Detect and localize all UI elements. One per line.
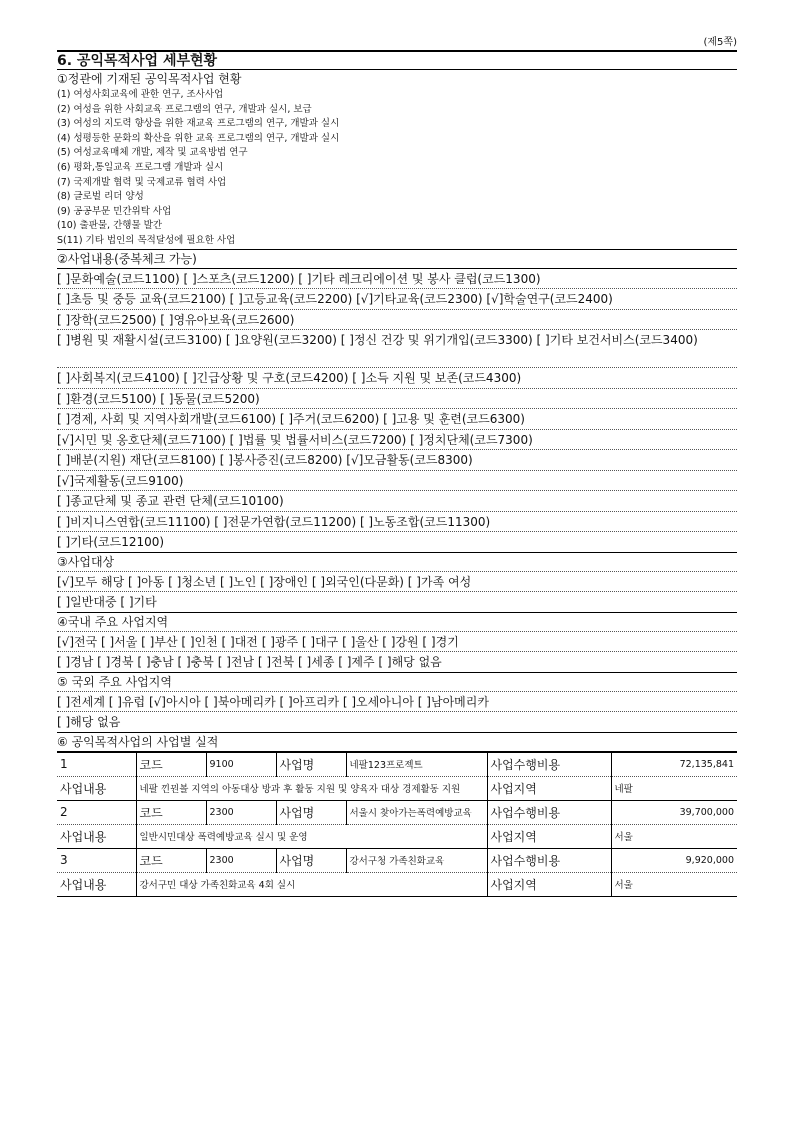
purpose-item: (7) 국제개발 협력 및 국제교류 협력 사업 — [57, 176, 227, 188]
project-no: 1 — [57, 752, 136, 776]
region-value: 서울 — [611, 824, 737, 848]
content-label: 사업내용 — [57, 776, 136, 800]
content-value: 네팔 낀꿘볼 지역의 아동대상 방과 후 활동 지원 및 양육자 대상 경제활동 지원 — [136, 776, 487, 800]
business-row: [ ]장학(코드2500) [ ]영유아보육(코드2600) — [57, 310, 737, 331]
table-row — [57, 824, 737, 848]
overseas-heading: ⑤ 국외 주요 사업지역 — [57, 673, 737, 692]
cost-value: 9,920,000 — [611, 848, 737, 872]
name-value: 서울시 찾아가는폭력예방교육 — [346, 800, 487, 824]
purpose-item: (4) 성평등한 문화의 확산을 위한 교육 프로그램의 연구, 개발과 실시 — [57, 132, 340, 144]
domestic-heading: ④국내 주요 사업지역 — [57, 613, 737, 632]
cost-value: 39,700,000 — [611, 800, 737, 824]
content-value: 일반시민대상 폭력예방교육 실시 및 운영 — [136, 824, 487, 848]
code-label: 코드 — [136, 848, 206, 872]
region-label: 사업지역 — [487, 872, 611, 896]
region-value: 네팔 — [611, 776, 737, 800]
business-row: [ ]병원 및 재활시설(코드3100) [ ]요양원(코드3200) [ ]정신 건강 및 위기개입(코드3300) [ ]기타 보건서비스(코드3400) — [57, 330, 737, 368]
business-row: [ ]기타(코드12100) — [57, 532, 737, 553]
name-value: 네팔123프로젝트 — [346, 752, 487, 776]
business-row: [ ]사회복지(코드4100) [ ]긴급상황 및 구호(코드4200) [ ]소득 지원 및 보존(코드4300) — [57, 368, 737, 389]
table-row — [57, 872, 737, 896]
purpose-item: (9) 공공부문 민간위탁 사업 — [57, 205, 172, 217]
code-label: 코드 — [136, 800, 206, 824]
region-label: 사업지역 — [487, 824, 611, 848]
performance-table — [57, 752, 737, 897]
content-value: 강서구민 대상 가족친화교육 4회 실시 — [136, 872, 487, 896]
document-page — [57, 36, 737, 897]
content-label: 사업내용 — [57, 872, 136, 896]
business-row: [ ]문화예술(코드1100) [ ]스포츠(코드1200) [ ]기타 레크리에이션 및 봉사 클럽(코드1300) — [57, 269, 737, 290]
business-row: [ ]비지니스연합(코드11100) [ ]전문가연합(코드11200) [ ]노동조합(코드11300) — [57, 512, 737, 533]
region-value: 서울 — [611, 872, 737, 896]
cost-label: 사업수행비용 — [487, 752, 611, 776]
domestic-row: [ ]경남 [ ]경북 [ ]충남 [ ]충북 [ ]전남 [ ]전북 [ ]세종 [ ]제주 [ ]해당 없음 — [57, 652, 737, 673]
target-heading: ③사업대상 — [57, 553, 737, 572]
business-row: [ ]환경(코드5100) [ ]동물(코드5200) — [57, 389, 737, 410]
business-row: [ ]배분(지원) 재단(코드8100) [ ]봉사증진(코드8200) [√]모금활동(코드8300) — [57, 450, 737, 471]
performance-heading: ⑥ 공익목적사업의 사업별 실적 — [57, 733, 737, 752]
table-row — [57, 848, 737, 872]
domestic-row: [√]전국 [ ]서울 [ ]부산 [ ]인천 [ ]대전 [ ]광주 [ ]대구 [ ]울산 [ ]강원 [ ]경기 — [57, 632, 737, 653]
purpose-item: S(11) 기타 법인의 목적달성에 필요한 사업 — [57, 234, 236, 246]
cost-label: 사업수행비용 — [487, 848, 611, 872]
business-row: [ ]초등 및 중등 교육(코드2100) [ ]고등교육(코드2200) [√]기타교육(코드2300) [√]학술연구(코드2400) — [57, 289, 737, 310]
name-label: 사업명 — [276, 800, 346, 824]
name-value: 강서구청 가족친화교육 — [346, 848, 487, 872]
section-title: 6. 공익목적사업 세부현황 — [57, 50, 737, 70]
target-row: [ ]일반대중 [ ]기타 — [57, 592, 737, 613]
cost-label: 사업수행비용 — [487, 800, 611, 824]
business-row: [√]국제활동(코드9100) — [57, 471, 737, 492]
purpose-item: (1) 여성사회교육에 관한 연구, 조사사업 — [57, 89, 224, 100]
region-label: 사업지역 — [487, 776, 611, 800]
overseas-row: [ ]해당 없음 — [57, 712, 737, 733]
purpose-item: (3) 여성의 지도력 향상을 위한 재교육 프로그램의 연구, 개발과 실시 — [57, 118, 340, 130]
target-row: [√]모두 해당 [ ]아동 [ ]청소년 [ ]노인 [ ]장애인 [ ]외국인(다문화) [ ]가족 여성 — [57, 572, 737, 593]
purpose-item: (2) 여성을 위한 사회교육 프로그램의 연구, 개발과 실시, 보급 — [57, 103, 312, 115]
business-row: [ ]경제, 사회 및 지역사회개발(코드6100) [ ]주거(코드6200) [ ]고용 및 훈련(코드6300) — [57, 409, 737, 430]
code-value: 9100 — [206, 752, 276, 776]
project-no: 3 — [57, 848, 136, 872]
table-row — [57, 752, 737, 776]
purpose-item: (8) 글로벌 리더 양성 — [57, 191, 144, 203]
name-label: 사업명 — [276, 848, 346, 872]
name-label: 사업명 — [276, 752, 346, 776]
purpose-item: (5) 여성교육매체 개발, 제작 및 교육방법 연구 — [57, 147, 248, 159]
table-row — [57, 800, 737, 824]
business-row: [ ]종교단체 및 종교 관련 단체(코드10100) — [57, 491, 737, 512]
page-number: (제5쪽) — [703, 37, 737, 48]
purpose-item: (10) 출판물, 간행물 발간 — [57, 220, 162, 232]
purposes-heading: ①정관에 기재된 공익목적사업 현황 — [57, 72, 242, 86]
code-value: 2300 — [206, 848, 276, 872]
code-label: 코드 — [136, 752, 206, 776]
project-no: 2 — [57, 800, 136, 824]
table-row — [57, 776, 737, 800]
business-row: [√]시민 및 옹호단체(코드7100) [ ]법률 및 법률서비스(코드7200) [ ]정치단체(코드7300) — [57, 430, 737, 451]
purpose-list — [57, 88, 737, 250]
code-value: 2300 — [206, 800, 276, 824]
cost-value: 72,135,841 — [611, 752, 737, 776]
business-heading: ②사업내용(중복체크 가능) — [57, 250, 737, 269]
content-label: 사업내용 — [57, 824, 136, 848]
purpose-item: (6) 평화,통일교육 프로그램 개발과 실시 — [57, 161, 224, 173]
overseas-row: [ ]전세계 [ ]유럽 [√]아시아 [ ]북아메리카 [ ]아프리카 [ ]오세아니아 [ ]남아메리카 — [57, 692, 737, 713]
